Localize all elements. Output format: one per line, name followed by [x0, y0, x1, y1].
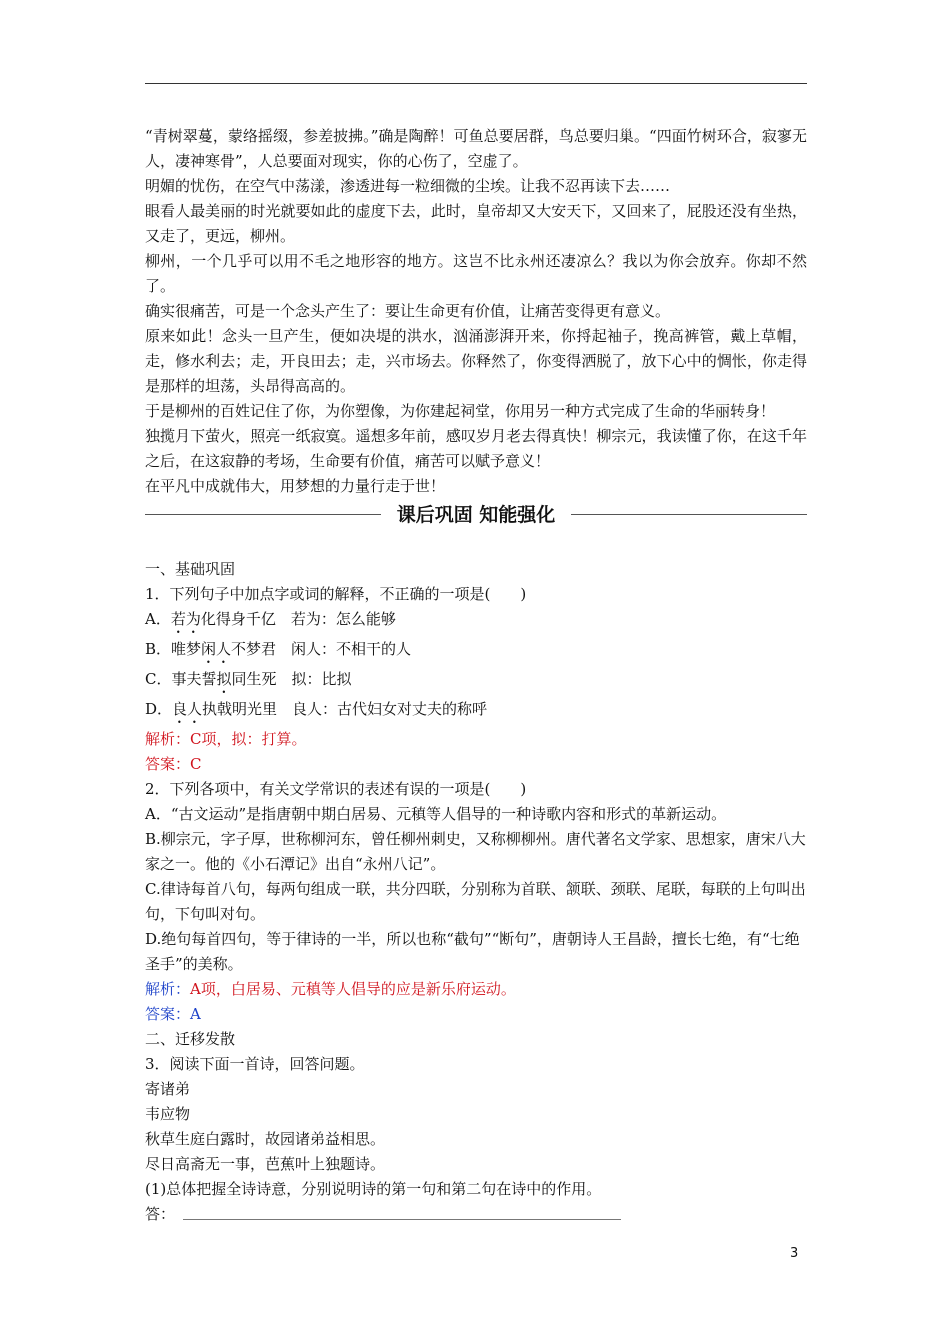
answer-label: 答：: [145, 1205, 176, 1223]
dotted-word: 闲人: [201, 640, 232, 658]
q1-option-a: [145, 607, 807, 637]
q3-sub-question-1: (1)总体把握全诗诗意，分别说明诗的第一句和第二句在诗中的作用。: [145, 1180, 602, 1198]
poem-line: 秋草生庭白露时，故园诸弟益相思。: [145, 1130, 386, 1148]
essay-paragraph: 独揽月下萤火，照亮一纸寂寞。遥想多年前，感叹岁月老去得真快！柳宗元，我读懂了你，在这千年之后，在这寂静的考场，生命要有价值，痛苦可以赋予意义！: [145, 427, 807, 470]
answer-label: 答案：: [145, 755, 191, 773]
q2-option-d: D.绝句每首四句，等于律诗的一半，所以也称“截句”“断句”，唐朝诗人王昌龄，擅长七绝，有“七绝圣手”的美称。: [145, 930, 800, 973]
dotted-word: 若为: [170, 610, 201, 628]
dotted-word: 拟: [216, 670, 232, 688]
q1-option-c: [145, 667, 807, 697]
q2-option-c: C.律诗每首八句，每两句组成一联，共分四联，分别称为首联、颔联、颈联、尾联，每联的上句叫出句，下句叫对句。: [145, 880, 806, 923]
dotted-word: 良人: [172, 700, 203, 718]
answer-label: 答案：: [145, 1005, 191, 1023]
option-text: 同生死 拟：比拟: [231, 670, 352, 688]
essay: [145, 124, 807, 499]
section-title-left-rule: [145, 514, 381, 515]
answer-blank-line[interactable]: [183, 1202, 621, 1220]
essay-paragraph: 原来如此！念头一旦产生，便如决堤的洪水，汹涌澎湃开来，你捋起袖子，挽高裤管，戴上草帽，走，修水利去；走，开良田去；走，兴市场去。你释然了，你变得洒脱了，放下心中的惆怅，你走得是那样的坦荡，头昂得高高的。: [145, 327, 807, 395]
part2-heading: 二、迁移发散: [145, 1030, 236, 1048]
q2-stem: 2．下列各项中，有关文学常识的表述有误的一项是( ): [145, 780, 527, 798]
header-rule: [145, 83, 807, 84]
q1-option-d: [145, 697, 807, 727]
option-prefix: C．事夫誓: [145, 670, 217, 688]
analysis-text: C项，拟：打算。: [190, 730, 307, 748]
part1-heading: 一、基础巩固: [145, 560, 236, 578]
section-title-right-rule: [571, 514, 807, 515]
page-number: 3: [790, 1246, 799, 1261]
analysis-text: A项，白居易、元稹等人倡导的应是新乐府运动。: [190, 980, 516, 998]
question-2: [145, 777, 807, 1027]
essay-paragraph: 明媚的忧伤，在空气中荡漾，渗透进每一粒细微的尘埃。让我不忍再读下去……: [145, 177, 671, 195]
poem-author: 韦应物: [145, 1105, 191, 1123]
answer-value: A: [190, 1005, 201, 1023]
q2-analysis: [145, 977, 807, 1002]
essay-paragraph: 确实很痛苦，可是一个念头产生了：要让生命更有价值，让痛苦变得更有意义。: [145, 302, 671, 320]
option-prefix: B．唯梦: [145, 640, 202, 658]
q2-answer: [145, 1002, 807, 1027]
essay-paragraph: “青树翠蔓，蒙络摇缀，参差披拂。”确是陶醉！可鱼总要居群，鸟总要归巢。“四面竹树环合，寂寥无人，凄神寒骨”，人总要面对现实，你的心伤了，空虚了。: [145, 127, 807, 170]
q1-analysis: [145, 727, 807, 752]
q1-answer: [145, 752, 807, 777]
essay-paragraph: 柳州，一个几乎可以用不毛之地形容的地方。这岂不比永州还凄凉么？我以为你会放弃。你却不然了。: [145, 252, 807, 295]
analysis-label: 解析：: [145, 730, 191, 748]
question-3: [145, 1052, 807, 1227]
analysis-label: 解析：: [145, 980, 191, 998]
essay-paragraph: 在平凡中成就伟大，用梦想的力量行走于世！: [145, 477, 446, 495]
essay-paragraph: 眼看人最美丽的时光就要如此的虚度下去，此时，皇帝却又大安天下，又回来了，屁股还没有坐热，又走了，更远，柳州。: [145, 202, 807, 245]
section-title: [145, 501, 807, 529]
q3-stem: 3．阅读下面一首诗，回答问题。: [145, 1055, 365, 1073]
q1-stem: 1．下列句子中加点字或词的解释，不正确的一项是( ): [145, 585, 527, 603]
section-title-text: 课后巩固 知能强化: [396, 504, 556, 526]
q2-option-b: B.柳宗元，字子厚，世称柳河东，曾任柳州刺史，又称柳柳州。唐代著名文学家、思想家，唐宋八大家之一。他的《小石潭记》出自“永州八记”。: [145, 830, 806, 873]
option-prefix: D．: [145, 700, 173, 718]
essay-paragraph: 于是柳州的百姓记住了你，为你塑像，为你建起祠堂，你用另一种方式完成了生命的华丽转身！: [145, 402, 776, 420]
poem-title: 寄诸弟: [145, 1080, 191, 1098]
q1-option-b: [145, 637, 807, 667]
option-text: 执戟明光里 良人：古代妇女对丈夫的称呼: [202, 700, 488, 718]
q2-option-a: A．“古文运动”是指唐朝中期白居易、元稹等人倡导的一种诗歌内容和形式的革新运动。: [145, 805, 727, 823]
poem-line: 尽日高斋无一事，芭蕉叶上独题诗。: [145, 1155, 386, 1173]
answer-value: C: [190, 755, 202, 773]
page-content: [145, 124, 807, 1227]
answer-row: [145, 1202, 807, 1227]
option-prefix: A．: [145, 610, 171, 628]
question-1: [145, 582, 807, 777]
option-text: 化得身千亿 若为：怎么能够: [200, 610, 396, 628]
option-text: 不梦君 闲人：不相干的人: [231, 640, 412, 658]
